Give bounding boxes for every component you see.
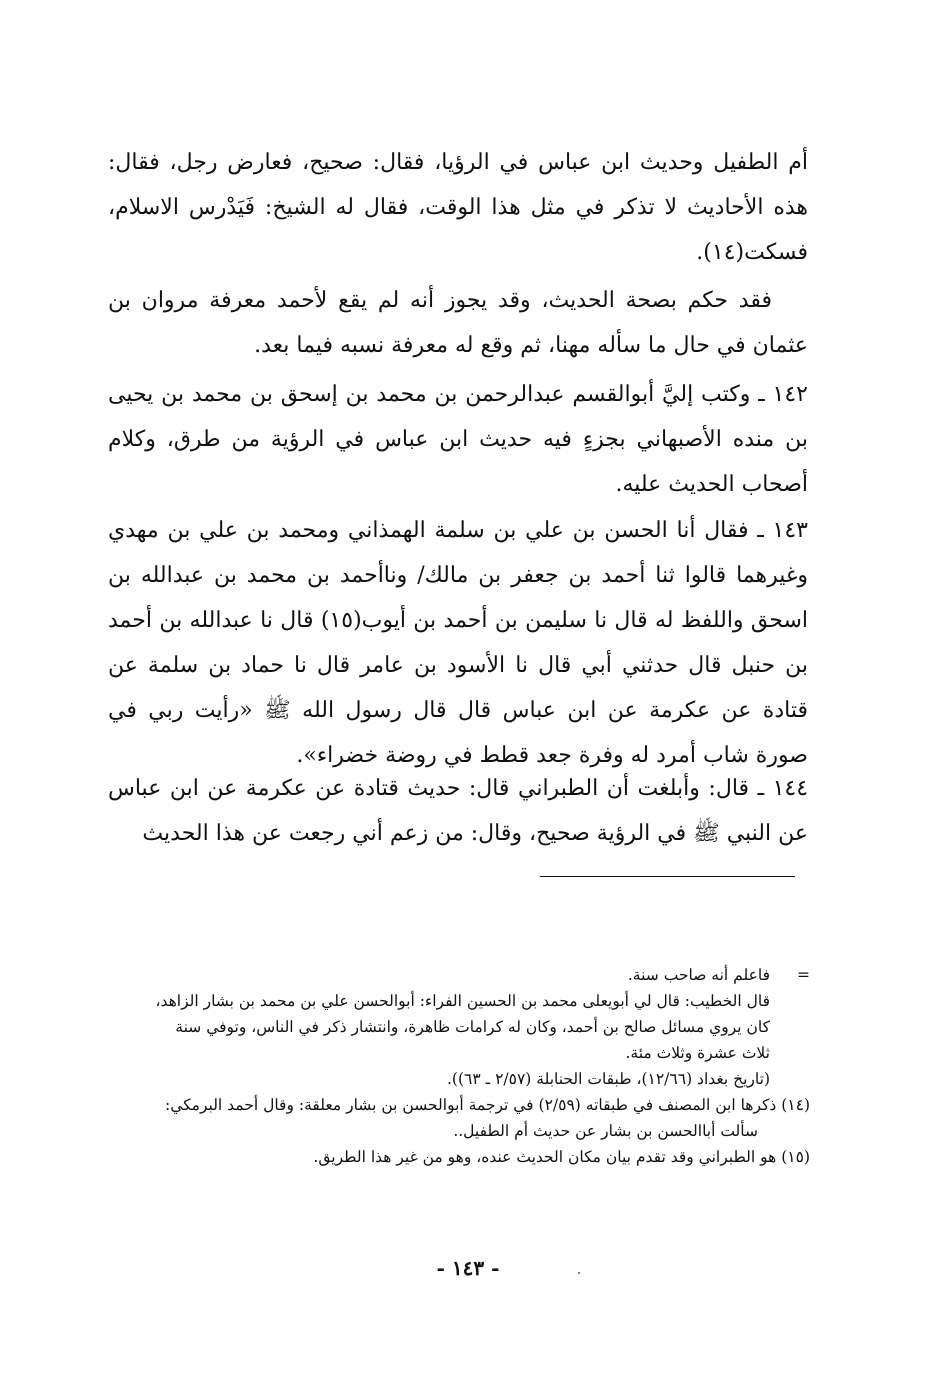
paragraph-144 — [108, 766, 808, 856]
footnotes — [100, 962, 810, 1170]
footnote-14: (١٤) ذكرها ابن المصنف في طبقاته (٢/٥٩) في ترجمة أبوالحسن بن بشار معلقة: وقال أحمد البرمكي: — [164, 1096, 810, 1114]
footnote-line: كان يروي مسائل صالح بن أحمد، وكان له كرامات ظاهرة، وانتشار ذكر في الناس، وتوفي سنة — [175, 1018, 770, 1036]
footnote-line: قال الخطيب: قال لي أبويعلى محمد بن الحسين الفراء: أبوالحسن علي بن محمد بن بشار الزاهد، — [155, 992, 770, 1010]
paragraph-text: فقد حكم بصحة الحديث، وقد يجوز أنه لم يقع لأحمد معرفة مروان بن عثمان في حال ما سأله مهنا، ثم وقع له معرفة نسبه فيما بعد. — [108, 288, 808, 358]
paragraph-text: ١٤٣ ـ فقال أنا الحسن بن علي بن سلمة الهمذاني ومحمد بن علي بن مهدي وغيرهما قالوا ثنا أحمد بن جعفر بن مالك/ وناأحمد بن محمد بن عبدالله بن اسحق واللفظ له قال نا سليمن بن أحمد بن أيوب(١٥) قال نا عبدالله بن أحمد بن حنبل قال حدثني أبي قال نا الأسود بن عامر قال نا حماد بن سلمة عن قتادة عن عكرمة عن ابن عباس قال قال رسول الله ﷺ «رأيت ربي في صورة شاب أمرد له وفرة جعد قطط في روضة خضراء». — [108, 518, 809, 768]
footnote-line: (تاريخ بغداد (١٢/٦٦)، طبقات الحنابلة (٢/٥٧ ـ ٦٣)). — [446, 1070, 770, 1088]
footnote-text: فاعلم أنه صاحب سنة. — [627, 966, 770, 984]
continuation-marker: = — [797, 966, 810, 984]
paragraph-143 — [108, 508, 808, 778]
paragraph-text: ١٤٢ ـ وكتب إليَّ أبوالقسم عبدالرحمن بن محمد بن إسحق بن محمد بن يحيى بن منده الأصبهاني بجزءٍ فيه حديث ابن عباس في الرؤية من طرق، وكلام أصحاب الحديث عليه. — [108, 382, 808, 497]
footnote-14-continuation: سألت أباالحسن بن بشار عن حديث أم الطفيل.. — [453, 1122, 758, 1140]
footnote-line: ثلاث عشرة وثلاث مئة. — [625, 1044, 770, 1062]
footnote-divider — [540, 876, 795, 877]
scan-speck — [578, 1272, 580, 1274]
paragraph-text: أم الطفيل وحديث ابن عباس في الرؤيا، فقال: صحيح، فعارض رجل، فقال: هذه الأحاديث لا تذكر في مثل هذا الوقت، فقال له الشيخ: فَيَدْرس الاسلام، فسكت(١٤). — [108, 150, 808, 265]
paragraph-continuation — [108, 140, 808, 275]
footnote-15: (١٥) هو الطبراني وقد تقدم بيان مكان الحديث عنده، وهو من غير هذا الطريق. — [313, 1148, 810, 1166]
page-number: - ١٤٣ - — [436, 1256, 500, 1280]
paragraph-judgment — [108, 278, 808, 368]
paragraph-text: ١٤٤ ـ قال: وأبلغت أن الطبراني قال: حديث قتادة عن عكرمة عن ابن عباس عن النبي ﷺ في الرؤية صحيح، وقال: من زعم أني رجعت عن هذا الحديث — [108, 776, 809, 846]
footnote-continuation-first — [100, 962, 810, 988]
paragraph-142 — [108, 372, 808, 507]
